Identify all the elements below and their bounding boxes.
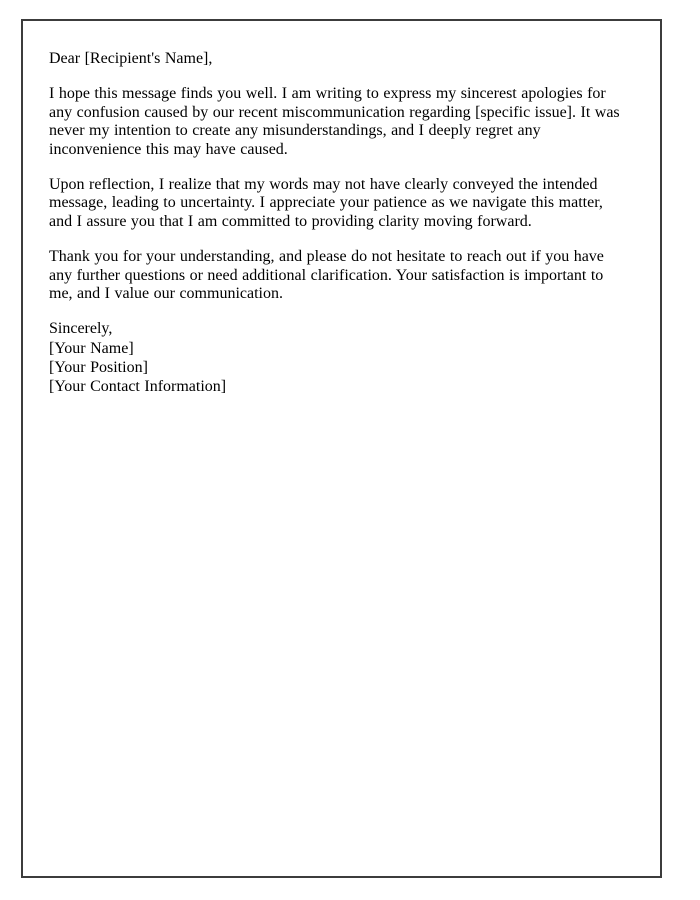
salutation-line: Dear [Recipient's Name],: [49, 50, 213, 67]
paragraph-reflection: Upon reflection, I realize that my words may not have clearly conveyed the intended message, leading to uncertainty. I appreciate your patience as we navigate this matter, and I assure you that I am committed to providing clarity moving forward.: [49, 175, 603, 230]
contact-placeholder: [Your Contact Information]: [49, 378, 227, 396]
name-placeholder: [Your Name]: [49, 339, 134, 357]
position-placeholder: [Your Position]: [49, 359, 148, 377]
paragraph-thanks: Thank you for your understanding, and please do not hesitate to reach out if you have any further questions or need additional clarification. Your satisfaction is important to me, and I value our communication.: [49, 248, 604, 302]
closing-block: [49, 320, 630, 397]
letter-document: [21, 19, 662, 878]
signoff-line: Sincerely,: [49, 320, 113, 338]
paragraph-apology: I hope this message finds you well. I am writing to express my sincerest apologies for any confusion caused by our recent miscommunication regarding [specific issue]. It was never my intention to create any misunderstandings, and I deeply regret any inconvenience this may have caused.: [49, 85, 620, 158]
